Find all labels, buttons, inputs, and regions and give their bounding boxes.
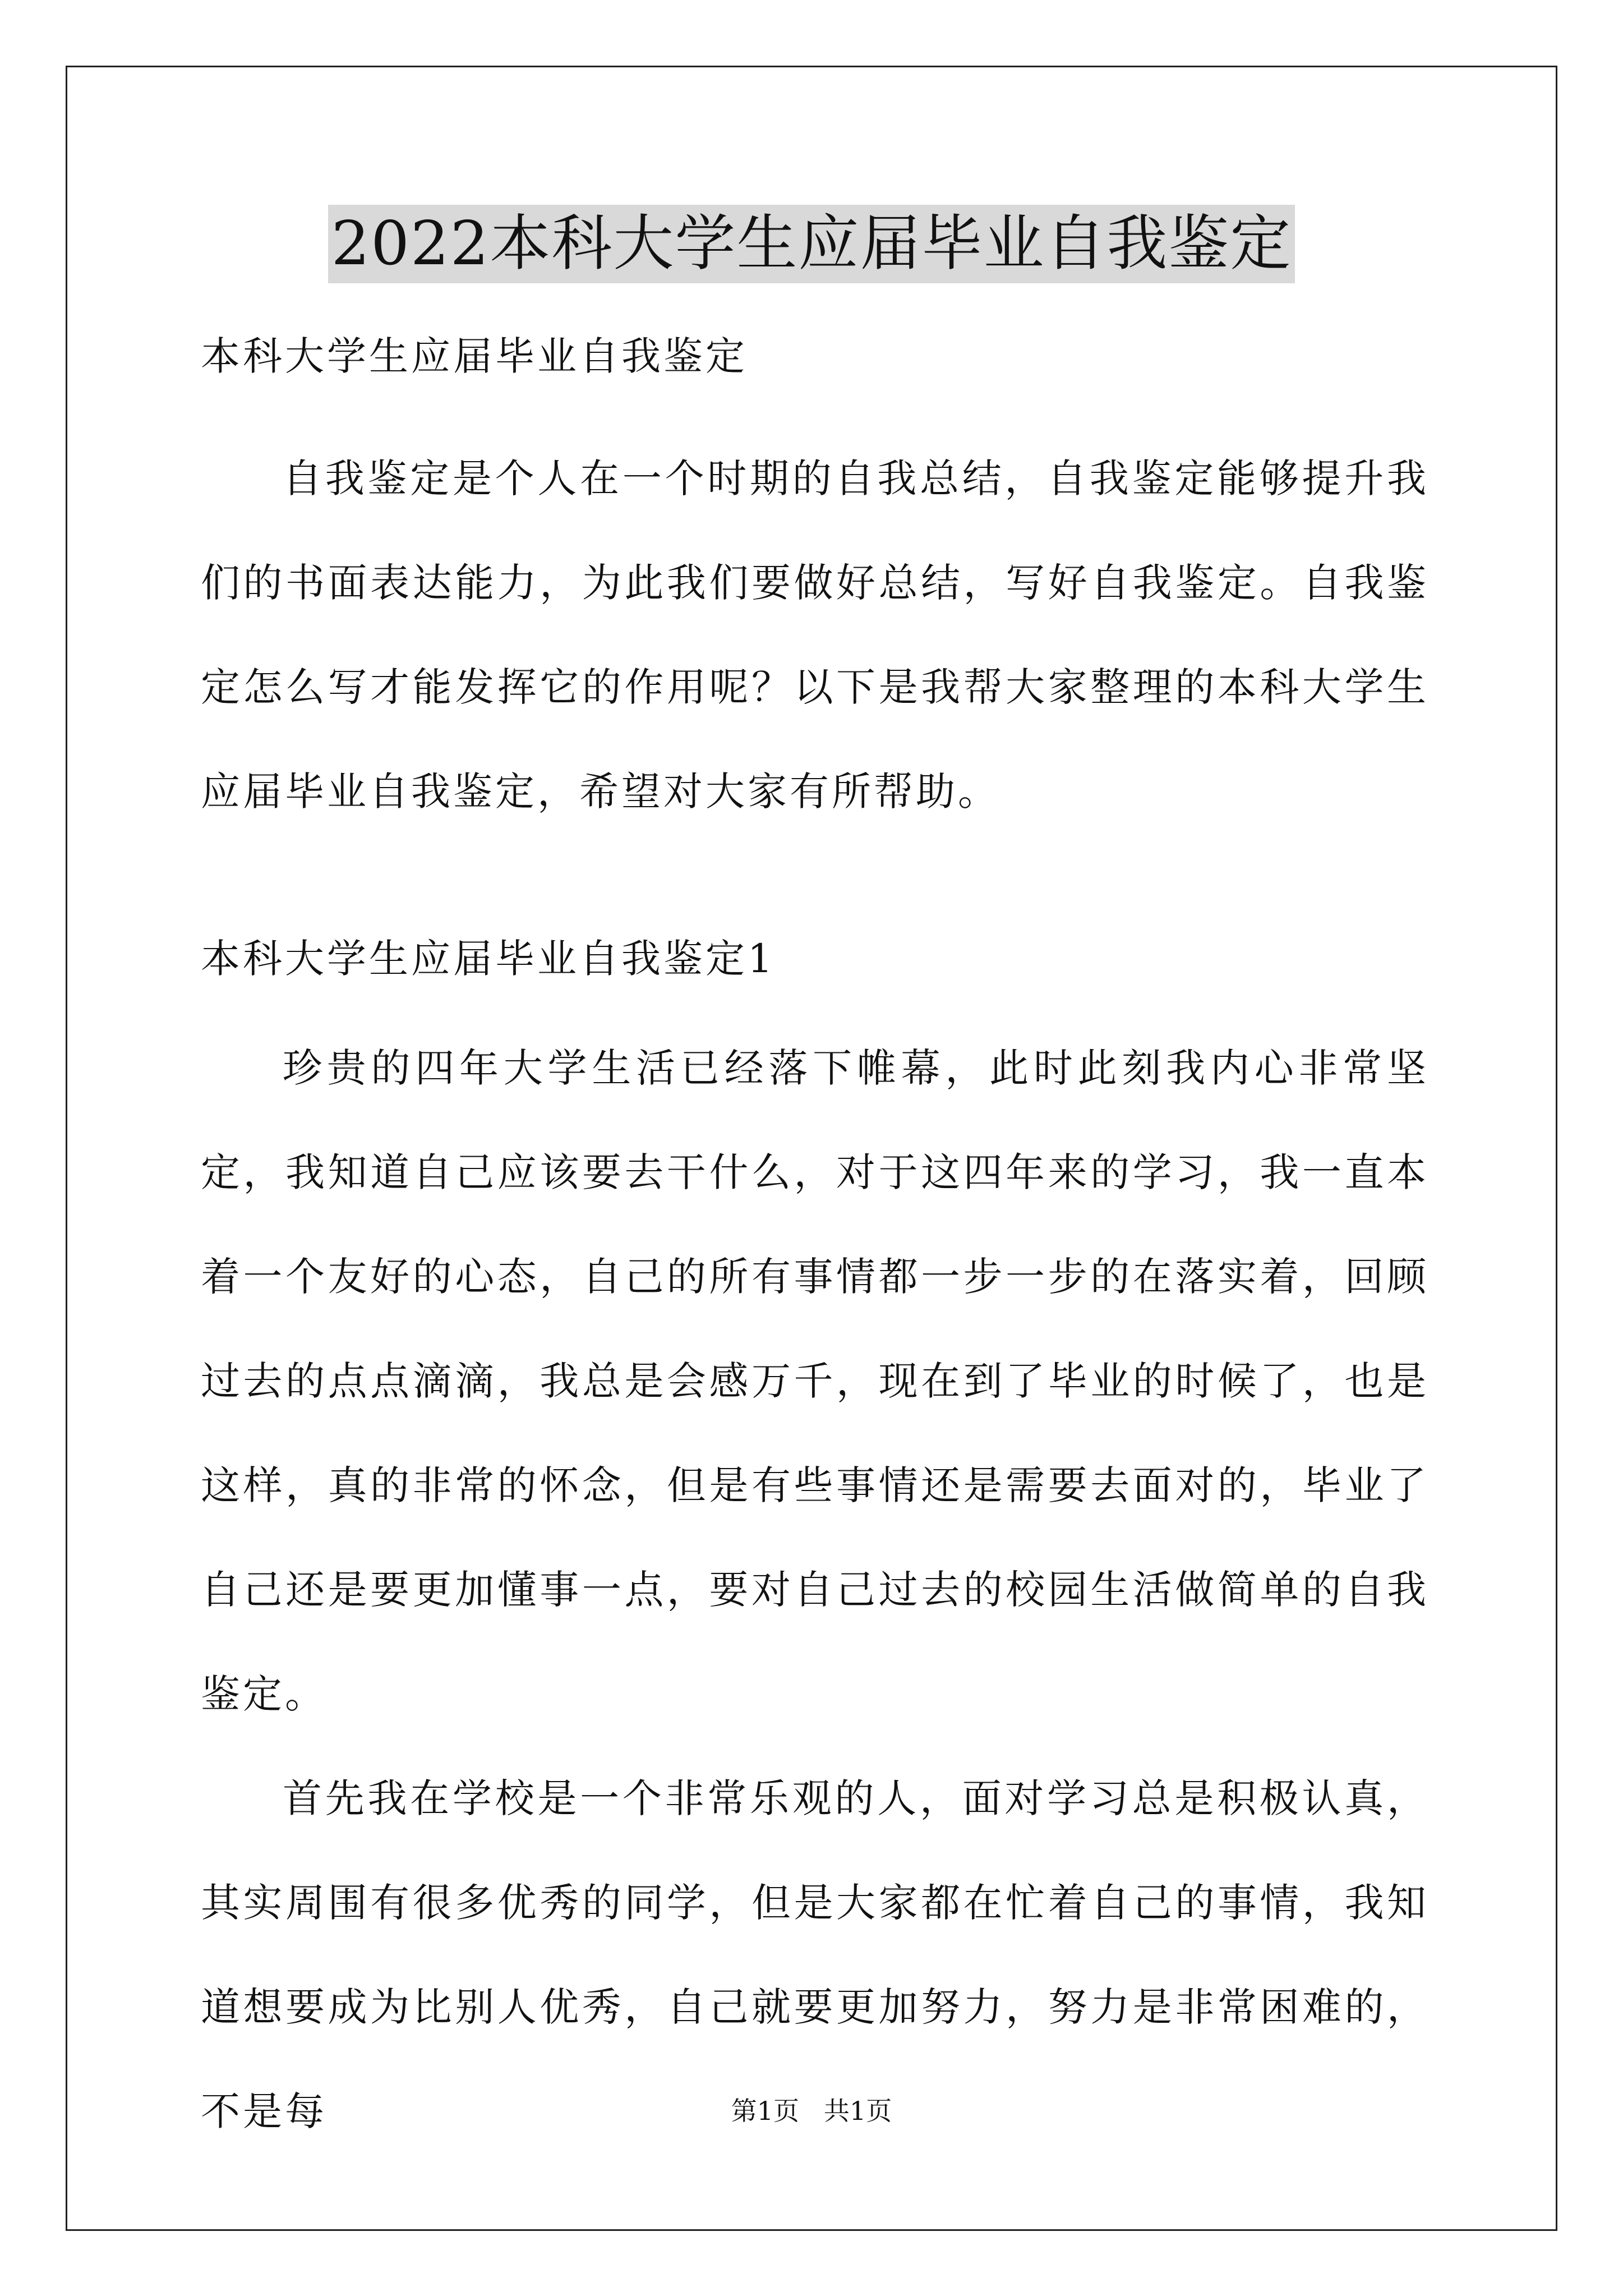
document-body — [201, 323, 1429, 2164]
intro-heading: 本科大学生应届毕业自我鉴定 — [201, 333, 748, 379]
document-title: 2022本科大学生应届毕业自我鉴定 — [328, 205, 1295, 283]
section-paragraph-2: 首先我在学校是一个非常乐观的人，面对学习总是积极认真，其实周围有很多优秀的同学，但是大家都在忙着自己的事情，我知道想要成为比别人优秀，自己就要更加努力，努力是非常困难的，不是每 — [201, 1775, 1429, 2134]
title-container — [0, 205, 1623, 283]
page-footer: 第1页 共1页 — [731, 2096, 892, 2126]
section-paragraph-1: 珍贵的四年大学生活已经落下帷幕，此时此刻我内心非常坚定，我知道自己应该要去干什么，对于这四年来的学习，我一直本着一个友好的心态，自己的所有事情都一步一步的在落实着，回顾过去的点点滴滴，我总是会感万千，现在到了毕业的时候了，也是这样，真的非常的怀念，但是有些事情还是需要去面对的，毕业了自己还是要更加懂事一点，要对自己过去的校园生活做简单的自我鉴定。 — [201, 1045, 1429, 1717]
intro-paragraph: 自我鉴定是个人在一个时期的自我总结，自我鉴定能够提升我们的书面表达能力，为此我们要做好总结，写好自我鉴定。自我鉴定怎么写才能发挥它的作用呢？以下是我帮大家整理的本科大学生应届毕业自我鉴定，希望对大家有所帮助。 — [201, 455, 1429, 815]
section-heading: 本科大学生应届毕业自我鉴定1 — [201, 936, 776, 982]
